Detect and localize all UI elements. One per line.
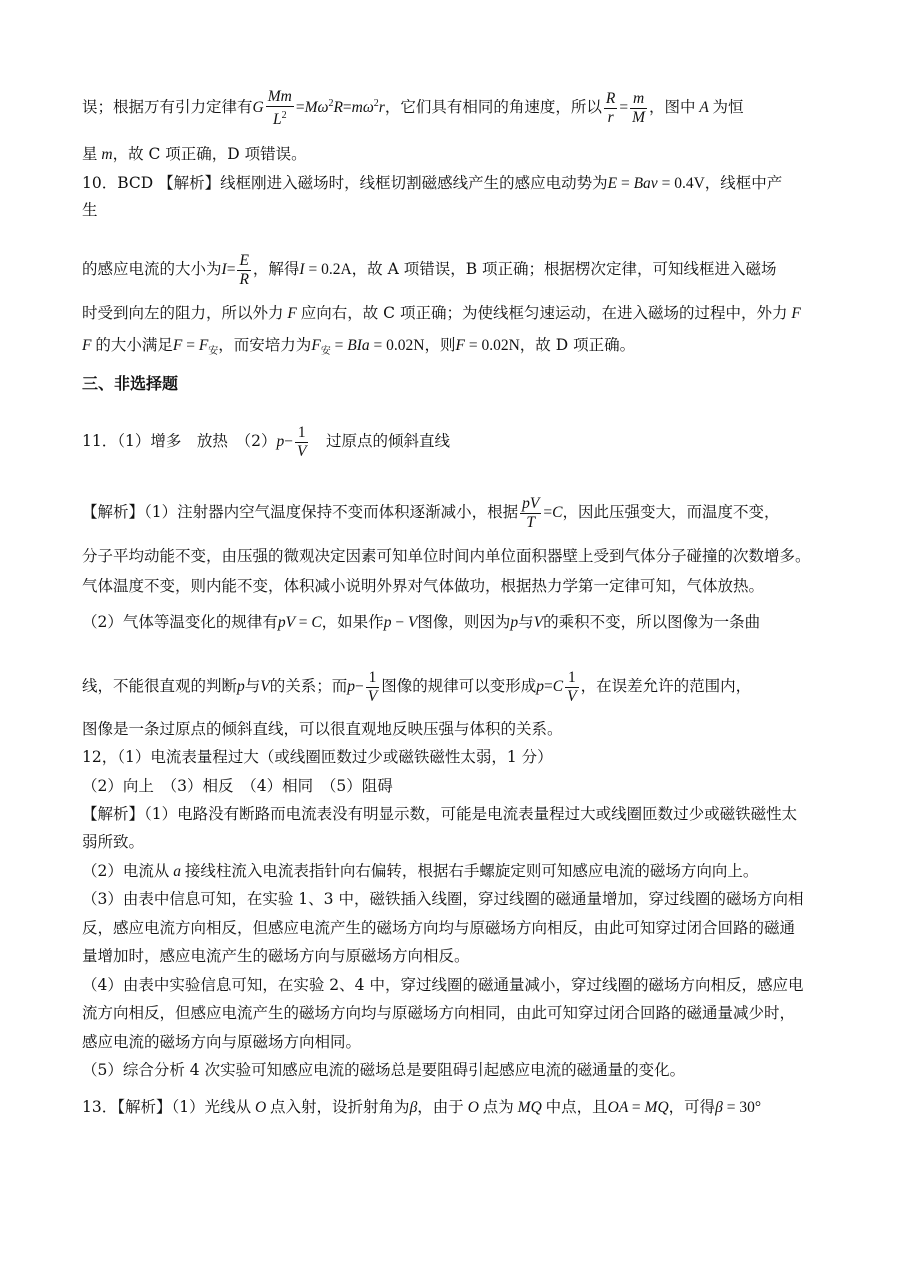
- text: ，解得: [252, 260, 300, 279]
- text: 误；根据万有引力定律有: [82, 98, 253, 117]
- text: ，故 D 项正确。: [519, 336, 636, 354]
- text: 点为: [482, 1098, 514, 1116]
- text: 应向右，故 C 项正确；为使线框匀速运动，在进入磁场的过程中，外力: [300, 304, 788, 322]
- text: ，而安培力为: [218, 336, 312, 354]
- text: 星: [82, 145, 98, 163]
- paragraph-line: 时受到向左的阻力，所以外力 F 应向右，故 C 项正确；为使线框匀速运动，在进入磁场的过程中，外力 F: [82, 304, 801, 322]
- text: 与: [244, 677, 261, 696]
- paragraph-line: 误；根据万有引力定律有G $\frac{Mm}{L^2}$ $=M\omega^2R=m\omega^2r$，它们具有相同的角速度，所以 $\frac{R}{r}$ = $\frac{m}{M}$ ，图中 A 为恒: [82, 88, 744, 128]
- text: 10．BCD 【解析】线框刚进入磁场时，线框切割磁感线产生的感应电动势为: [82, 174, 608, 192]
- text: 的感应电流的大小为: [82, 260, 222, 279]
- text: 的关系；而: [269, 677, 348, 696]
- text: （5）综合分析 4 次实验可知感应电流的磁场总是要阻碍引起感应电流的磁通量的变化。: [82, 1061, 686, 1079]
- text: 时受到向左的阻力，所以外力: [82, 304, 284, 322]
- text: 的大小满足: [95, 336, 173, 354]
- paragraph-line: 10．BCD 【解析】线框刚进入磁场时，线框切割磁感线产生的感应电动势为E = Bav = 0.4V，线框中产: [82, 174, 783, 192]
- text: 反，感应电流方向相反，但感应电流产生的磁场方向均与原磁场方向相反，由此可知穿过闭合回路的磁通: [82, 919, 796, 937]
- paragraph-line: 线，不能很直观的判断p与V的关系；而p− $\frac{1}{V}$ 图像的规律可以变形成p=C $\frac{1}{V}$ ，在误差允许的范围内，: [82, 669, 752, 705]
- text: ，因此压强变大，而温度不变，: [562, 503, 780, 522]
- text: ，故 C 项正确，D 项错误。: [112, 145, 307, 163]
- paragraph-line: 13．【解析】（1）光线从 O 点入射，设折射角为β，由于 O 点为 MQ 中点，且OA = MQ，可得β = 30°: [82, 1098, 762, 1116]
- paragraph-line: 的感应电流的大小为I= $\frac{E}{R}$ ，解得I = 0.2A，故 A 项错误，B 项正确；根据楞次定律，可知线框进入磁场: [82, 252, 777, 288]
- formula: $\frac{R}{r}$ = $\frac{m}{M}$: [605, 90, 645, 126]
- text: 流方向相反，但感应电流产生的磁场方向均与原磁场方向相同，由此可知穿过闭合回路的磁通量减少时，: [82, 1004, 796, 1022]
- text: 【解析】（1）电路没有断路而电流表没有明显示数，可能是电流表量程过大或线圈匝数过少或磁铁磁性太: [82, 805, 798, 823]
- text: 12，（1）电流表量程过大（或线圈匝数过少或磁铁磁性太弱，1 分）: [82, 748, 553, 766]
- text: （4）由表中实验信息可知，在实验 2、4 中，穿过线圈的磁通量减小，穿过线圈的磁场方向相反，感应电: [82, 976, 804, 994]
- paragraph-line: （2）电流从 a 接线柱流入电流表指针向右偏转，根据右手螺旋定则可知感应电流的磁场方向向上。: [82, 862, 759, 880]
- text: 线，不能很直观的判断: [82, 677, 238, 696]
- text: （2）电流从: [82, 862, 170, 880]
- text: （2）气体等温变化的规律有: [82, 613, 278, 631]
- text: 中点，且: [545, 1098, 608, 1116]
- text: 【解析】（1）注射器内空气温度保持不变而体积逐渐减小，根据: [82, 503, 519, 522]
- text: 气体温度不变，则内能不变，体积减小说明外界对气体做功，根据热力学第一定律可知，气体放热。: [82, 577, 765, 595]
- text: ，则: [424, 336, 456, 354]
- text: 的乘积不变，所以图像为一条曲: [543, 613, 761, 631]
- formula: G $\frac{Mm}{L^2}$ $=M\omega^2R=m\omega^2r$: [252, 88, 385, 128]
- text: ，由于: [417, 1098, 464, 1116]
- text: 为恒: [712, 98, 744, 117]
- text: （2）向上 （3）相反 （4）相同 （5）阻碍: [82, 777, 393, 795]
- text: 接线柱流入电流表指针向右偏转，根据右手螺旋定则可知感应电流的磁场方向向上。: [184, 862, 759, 880]
- text: 过原点的倾斜直线: [325, 432, 450, 451]
- paragraph-line: F 的大小满足$F = F_安$，而安培力为$F_安$ = BIa = 0.02N，则F = 0.02N，故 D 项正确。: [82, 336, 636, 357]
- paragraph-line: （2）气体等温变化的规律有pV = C，如果作p − V图像，则因为p与V的乘积不变，所以图像为一条曲: [82, 613, 761, 631]
- paragraph-line: 星 m，故 C 项正确，D 项错误。: [82, 145, 307, 163]
- text: （3）由表中信息可知，在实验 1、3 中，磁铁插入线圈，穿过线圈的磁通量增加，穿过线圈的磁场方向相: [82, 890, 804, 908]
- text: ，在误差允许的范围内，: [580, 677, 752, 696]
- text: 13．【解析】（1）光线从: [82, 1098, 252, 1116]
- text: 点入射，设折射角为: [270, 1098, 410, 1116]
- text: 与: [518, 613, 534, 631]
- text: 图像是一条过原点的倾斜直线，可以很直观地反映压强与体积的关系。: [82, 720, 563, 738]
- section-heading: 三、非选择题: [82, 374, 179, 393]
- text: 11．（1）增多 放热 （2）: [82, 432, 277, 451]
- text: ，图中: [649, 98, 696, 117]
- text: 图像，则因为: [417, 613, 511, 631]
- text: 生: [82, 201, 98, 219]
- text: 感应电流的磁场方向与原磁场方向相同。: [82, 1033, 362, 1051]
- text: 图像的规律可以变形成: [381, 677, 537, 696]
- text: ，可得: [668, 1098, 716, 1116]
- text: 弱所致。: [82, 833, 145, 851]
- text: 量增加时，感应电流产生的磁场方向与原磁场方向相反。: [82, 947, 470, 965]
- paragraph-line: 【解析】（1）注射器内空气温度保持不变而体积逐渐减小，根据 $\frac{pV}{T}$ =C，因此压强变大，而温度不变，: [82, 495, 780, 531]
- paragraph-line: 11．（1）增多 放热 （2）p− $\frac{1}{V}$ 过原点的倾斜直线: [82, 424, 450, 460]
- text: ，如果作: [321, 613, 384, 631]
- text: 分子平均动能不变，由压强的微观决定因素可知单位时间内单位面积器壁上受到气体分子碰撞的次数增多。: [82, 547, 811, 565]
- text: ，线框中产: [704, 174, 783, 192]
- text: ，故 A 项错误，B 项正确；根据楞次定律，可知线框进入磁场: [351, 260, 777, 279]
- text: ，它们具有相同的角速度，所以: [384, 98, 602, 117]
